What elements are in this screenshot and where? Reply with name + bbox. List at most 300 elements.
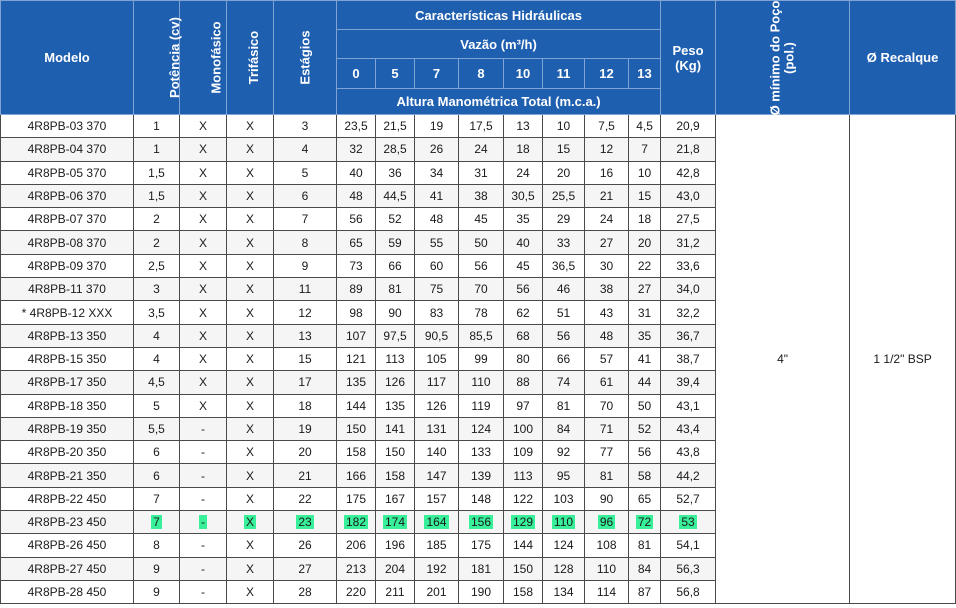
cell-altura: 81 [376,278,415,301]
cell-altura: 128 [543,557,585,580]
cell-monofasico: - [180,417,227,440]
cell-altura: 40 [337,161,376,184]
cell-altura: 24 [585,208,629,231]
cell-estagios: 7 [274,208,337,231]
cell-altura: 48 [415,208,459,231]
cell-altura: 10 [543,115,585,138]
cell-altura: 20 [543,161,585,184]
cell-trifasico-highlight: X [245,515,254,530]
cell-modelo: 4R8PB-23 450 [1,511,134,534]
cell-altura-highlight: 129 [512,515,534,530]
cell-potencia: 4,5 [134,371,180,394]
cell-altura: 33 [543,231,585,254]
cell-estagios: 11 [274,278,337,301]
cell-altura: 45 [459,208,504,231]
cell-altura: 89 [337,278,376,301]
cell-altura: 57 [585,347,629,370]
cell-altura: 97,5 [376,324,415,347]
cell-potencia: 7 [134,487,180,510]
header-vazao: Vazão (m³/h) [337,30,661,59]
cell-trifasico: X [227,417,274,440]
header-poco-line1: Ø mínimo do Poço [767,0,783,115]
cell-altura: 121 [337,347,376,370]
cell-modelo: 4R8PB-18 350 [1,394,134,417]
cell-altura: 175 [337,487,376,510]
cell-altura: 34 [415,161,459,184]
cell-monofasico: X [180,371,227,394]
cell-altura: 13 [504,115,543,138]
cell-altura: 20 [629,231,661,254]
cell-altura: 70 [585,394,629,417]
cell-estagios-highlight: 23 [298,515,312,530]
header-monofasico [180,1,227,115]
cell-modelo: 4R8PB-19 350 [1,417,134,440]
cell-trifasico: X [227,580,274,603]
header-poco-line2: (pol.) [781,41,797,74]
cell-monofasico: X [180,347,227,370]
cell-altura: 80 [504,347,543,370]
cell-altura: 144 [337,394,376,417]
cell-peso: 34,0 [661,278,716,301]
cell-altura: 66 [543,347,585,370]
cell-peso: 27,5 [661,208,716,231]
cell-altura: 181 [459,557,504,580]
cell-altura [504,511,543,534]
cell-altura: 98 [337,301,376,324]
cell-peso: 43,8 [661,441,716,464]
cell-estagios: 22 [274,487,337,510]
cell-trifasico: X [227,301,274,324]
cell-altura: 26 [415,138,459,161]
cell-potencia: 2 [134,208,180,231]
cell-altura: 124 [459,417,504,440]
cell-monofasico: X [180,254,227,277]
cell-altura: 36,5 [543,254,585,277]
cell-peso: 44,2 [661,464,716,487]
cell-altura: 81 [585,464,629,487]
cell-monofasico: - [180,580,227,603]
cell-altura: 196 [376,534,415,557]
cell-altura: 108 [585,534,629,557]
cell-monofasico: X [180,184,227,207]
cell-altura: 48 [585,324,629,347]
cell-trifasico: X [227,441,274,464]
cell-estagios: 21 [274,464,337,487]
cell-trifasico: X [227,464,274,487]
cell-peso: 56,8 [661,580,716,603]
cell-altura: 158 [376,464,415,487]
cell-monofasico: X [180,138,227,161]
flow-header: 10 [504,59,543,89]
cell-altura: 62 [504,301,543,324]
cell-trifasico: X [227,324,274,347]
cell-altura: 17,5 [459,115,504,138]
cell-estagios: 17 [274,371,337,394]
cell-altura: 50 [629,394,661,417]
cell-altura: 38 [585,278,629,301]
cell-altura: 31 [629,301,661,324]
cell-altura: 90 [376,301,415,324]
cell-modelo: 4R8PB-06 370 [1,184,134,207]
cell-modelo: 4R8PB-08 370 [1,231,134,254]
header-recalque: Ø Recalque [850,1,956,115]
cell-altura [415,511,459,534]
cell-peso: 56,3 [661,557,716,580]
cell-modelo: 4R8PB-28 450 [1,580,134,603]
cell-altura: 92 [543,441,585,464]
cell-altura: 126 [376,371,415,394]
cell-estagios [274,511,337,534]
cell-altura: 23,5 [337,115,376,138]
cell-trifasico: X [227,487,274,510]
cell-altura: 204 [376,557,415,580]
cell-altura: 56 [504,278,543,301]
cell-monofasico: X [180,278,227,301]
cell-potencia: 1 [134,115,180,138]
cell-altura: 27 [629,278,661,301]
cell-peso: 20,9 [661,115,716,138]
cell-altura: 52 [376,208,415,231]
flow-header: 8 [459,59,504,89]
cell-altura: 99 [459,347,504,370]
cell-altura: 48 [337,184,376,207]
cell-altura: 65 [629,487,661,510]
cell-altura: 113 [376,347,415,370]
cell-altura: 175 [459,534,504,557]
cell-modelo: 4R8PB-22 450 [1,487,134,510]
header-trifasico [227,1,274,115]
cell-altura: 113 [504,464,543,487]
cell-modelo: 4R8PB-20 350 [1,441,134,464]
cell-altura: 43 [585,301,629,324]
cell-altura: 21 [585,184,629,207]
header-altura: Altura Manométrica Total (m.c.a.) [337,89,661,115]
cell-estagios: 28 [274,580,337,603]
cell-altura: 22 [629,254,661,277]
header-potencia [134,1,180,115]
cell-estagios: 6 [274,184,337,207]
cell-altura: 24 [504,161,543,184]
cell-altura: 52 [629,417,661,440]
cell-altura: 140 [415,441,459,464]
cell-trifasico: X [227,184,274,207]
header-estagios [274,1,337,115]
cell-monofasico: - [180,441,227,464]
cell-altura: 126 [415,394,459,417]
cell-altura: 95 [543,464,585,487]
cell-altura: 206 [337,534,376,557]
cell-altura: 213 [337,557,376,580]
cell-modelo: 4R8PB-09 370 [1,254,134,277]
cell-altura: 41 [415,184,459,207]
cell-altura: 157 [415,487,459,510]
cell-altura [459,511,504,534]
cell-potencia [134,511,180,534]
cell-peso: 43,0 [661,184,716,207]
cell-altura: 122 [504,487,543,510]
cell-potencia: 3,5 [134,301,180,324]
cell-altura: 81 [629,534,661,557]
cell-altura: 38 [459,184,504,207]
header-monofasico-label: Monofásico [208,21,224,94]
cell-altura: 185 [415,534,459,557]
cell-altura: 201 [415,580,459,603]
cell-trifasico: X [227,138,274,161]
cell-estagios: 4 [274,138,337,161]
cell-altura: 31 [459,161,504,184]
cell-altura: 190 [459,580,504,603]
cell-altura: 90 [585,487,629,510]
cell-altura: 133 [459,441,504,464]
cell-peso-highlight: 53 [681,515,695,530]
cell-altura: 150 [504,557,543,580]
cell-potencia: 6 [134,464,180,487]
cell-peso: 31,2 [661,231,716,254]
cell-monofasico: X [180,115,227,138]
cell-peso: 43,1 [661,394,716,417]
cell-altura-highlight: 174 [384,515,406,530]
header-modelo: Modelo [1,1,134,115]
cell-poco-minimo: 4" [716,115,850,604]
cell-altura: 135 [376,394,415,417]
cell-altura: 55 [415,231,459,254]
cell-altura [585,511,629,534]
cell-modelo: 4R8PB-03 370 [1,115,134,138]
cell-monofasico: X [180,394,227,417]
cell-potencia: 9 [134,557,180,580]
cell-altura: 78 [459,301,504,324]
cell-modelo: 4R8PB-04 370 [1,138,134,161]
cell-altura: 150 [337,417,376,440]
flow-header: 11 [543,59,585,89]
cell-potencia-highlight: 7 [153,515,160,530]
cell-altura: 158 [337,441,376,464]
cell-altura: 87 [629,580,661,603]
cell-altura [337,511,376,534]
cell-altura: 56 [543,324,585,347]
cell-estagios: 5 [274,161,337,184]
cell-altura: 19 [415,115,459,138]
cell-altura: 50 [459,231,504,254]
cell-altura: 110 [585,557,629,580]
cell-altura: 97 [504,394,543,417]
cell-potencia: 8 [134,534,180,557]
cell-monofasico: X [180,301,227,324]
cell-potencia: 1,5 [134,161,180,184]
cell-altura: 45 [504,254,543,277]
cell-potencia: 1 [134,138,180,161]
cell-altura: 10 [629,161,661,184]
header-estagios-label: Estágios [297,30,313,85]
cell-potencia: 2,5 [134,254,180,277]
table-body [1,115,956,604]
cell-altura: 4,5 [629,115,661,138]
flow-header: 5 [376,59,415,89]
cell-altura: 77 [585,441,629,464]
cell-altura: 90,5 [415,324,459,347]
cell-trifasico: X [227,231,274,254]
cell-altura [543,511,585,534]
cell-altura-highlight: 96 [599,515,614,530]
cell-potencia: 5,5 [134,417,180,440]
cell-altura: 110 [459,371,504,394]
cell-monofasico: - [180,534,227,557]
cell-trifasico: X [227,534,274,557]
header-peso-line1: Peso [672,42,704,58]
cell-altura: 103 [543,487,585,510]
cell-potencia: 6 [134,441,180,464]
cell-estagios: 8 [274,231,337,254]
cell-estagios: 13 [274,324,337,347]
cell-altura: 60 [415,254,459,277]
header-caracteristicas-hidraulicas: Características Hidráulicas [337,1,661,30]
cell-potencia: 5 [134,394,180,417]
cell-modelo: 4R8PB-26 450 [1,534,134,557]
cell-altura: 66 [376,254,415,277]
cell-altura: 84 [543,417,585,440]
header-trifasico-label: Trifásico [246,30,262,85]
cell-altura: 21,5 [376,115,415,138]
cell-altura-highlight: 110 [553,515,574,530]
cell-altura: 15 [543,138,585,161]
cell-altura: 75 [415,278,459,301]
cell-altura: 18 [629,208,661,231]
table-row [1,115,956,138]
cell-estagios: 15 [274,347,337,370]
cell-altura: 30 [585,254,629,277]
header-potencia-label: Potência (cv) [166,17,182,98]
cell-altura: 150 [376,441,415,464]
cell-altura: 29 [543,208,585,231]
cell-potencia: 4 [134,347,180,370]
cell-altura: 27 [585,231,629,254]
cell-altura-highlight: 182 [345,515,367,530]
cell-altura: 166 [337,464,376,487]
flow-header: 12 [585,59,629,89]
cell-monofasico: X [180,231,227,254]
cell-estagios: 12 [274,301,337,324]
cell-altura: 117 [415,371,459,394]
cell-altura: 28,5 [376,138,415,161]
cell-altura: 139 [459,464,504,487]
cell-altura: 40 [504,231,543,254]
cell-potencia: 4 [134,324,180,347]
cell-altura: 46 [543,278,585,301]
cell-altura: 105 [415,347,459,370]
cell-peso: 43,4 [661,417,716,440]
cell-altura: 44,5 [376,184,415,207]
cell-estagios: 9 [274,254,337,277]
cell-trifasico [227,511,274,534]
cell-potencia: 3 [134,278,180,301]
cell-potencia: 1,5 [134,184,180,207]
cell-altura: 56 [337,208,376,231]
cell-altura: 135 [337,371,376,394]
cell-estagios: 3 [274,115,337,138]
cell-altura: 192 [415,557,459,580]
cell-altura: 119 [459,394,504,417]
cell-trifasico: X [227,371,274,394]
cell-estagios: 19 [274,417,337,440]
cell-altura-highlight: 156 [470,515,492,530]
cell-trifasico: X [227,557,274,580]
cell-altura: 18 [504,138,543,161]
cell-trifasico: X [227,254,274,277]
cell-estagios: 27 [274,557,337,580]
cell-altura: 83 [415,301,459,324]
cell-altura: 59 [376,231,415,254]
cell-modelo: 4R8PB-21 350 [1,464,134,487]
cell-altura: 124 [543,534,585,557]
cell-altura: 167 [376,487,415,510]
cell-altura: 158 [504,580,543,603]
cell-altura: 44 [629,371,661,394]
cell-altura: 109 [504,441,543,464]
cell-peso: 38,7 [661,347,716,370]
cell-trifasico: X [227,161,274,184]
cell-altura: 71 [585,417,629,440]
cell-altura: 56 [629,441,661,464]
cell-altura: 84 [629,557,661,580]
cell-altura: 134 [543,580,585,603]
header-poco [716,1,850,115]
cell-monofasico [180,511,227,534]
cell-modelo: 4R8PB-15 350 [1,347,134,370]
cell-altura: 114 [585,580,629,603]
cell-altura: 58 [629,464,661,487]
cell-peso: 21,8 [661,138,716,161]
cell-modelo: 4R8PB-07 370 [1,208,134,231]
cell-altura: 211 [376,580,415,603]
cell-peso [661,511,716,534]
flow-header: 7 [415,59,459,89]
cell-monofasico: - [180,557,227,580]
cell-altura: 148 [459,487,504,510]
cell-altura: 74 [543,371,585,394]
cell-altura: 81 [543,394,585,417]
cell-altura: 12 [585,138,629,161]
cell-altura: 15 [629,184,661,207]
cell-altura: 100 [504,417,543,440]
cell-estagios: 26 [274,534,337,557]
cell-modelo: * 4R8PB-12 XXX [1,301,134,324]
cell-altura: 70 [459,278,504,301]
cell-altura: 36 [376,161,415,184]
cell-peso: 42,8 [661,161,716,184]
cell-modelo: 4R8PB-17 350 [1,371,134,394]
cell-modelo: 4R8PB-11 370 [1,278,134,301]
cell-altura: 88 [504,371,543,394]
cell-altura: 16 [585,161,629,184]
cell-estagios: 18 [274,394,337,417]
cell-monofasico-highlight: - [201,515,205,530]
cell-trifasico: X [227,394,274,417]
cell-monofasico: X [180,161,227,184]
cell-peso: 33,6 [661,254,716,277]
header-poco-label [769,0,797,115]
cell-altura: 61 [585,371,629,394]
cell-altura: 131 [415,417,459,440]
cell-altura-highlight: 72 [637,515,652,530]
cell-monofasico: X [180,208,227,231]
cell-altura: 65 [337,231,376,254]
cell-altura: 7,5 [585,115,629,138]
cell-trifasico: X [227,347,274,370]
cell-estagios: 20 [274,441,337,464]
flow-header: 13 [629,59,661,89]
cell-trifasico: X [227,278,274,301]
cell-altura: 68 [504,324,543,347]
